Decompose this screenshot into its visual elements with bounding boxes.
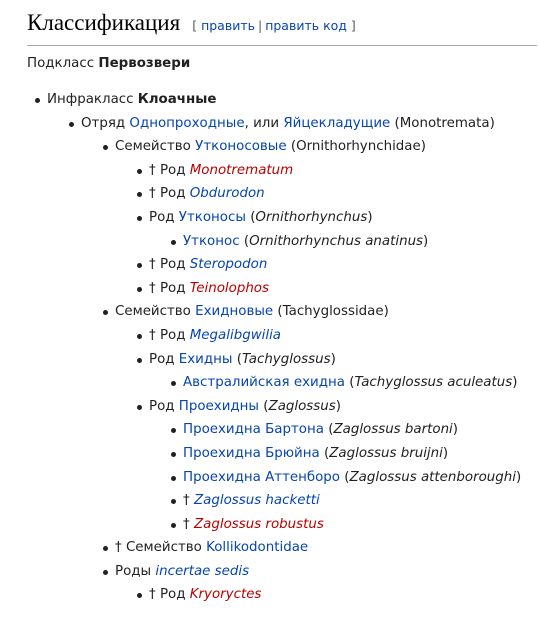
subclass-line: Подкласс Первозвери <box>27 56 191 71</box>
genus-item: † Род Teinolophos <box>137 277 537 301</box>
genus-item: Род Утконосы (Ornithorhynchus) Утконос (Ornithorhynchus anatinus) <box>137 206 537 253</box>
species-item: † Zaglossus hacketti <box>171 489 537 513</box>
family-item-platypuses: Семейство Утконосовые (Ornithorhynchidae) † Род Monotrematum † Род Obdurodon Род Утконосы (Ornithorhynchus) Утконос (Ornithorhynchus anatinus) † Род Steropodon † Род Teinolophos <box>103 135 537 300</box>
infraclass-item: Инфракласс Клоачные Отряд Однопроходные, или Яйцекладущие (Monotremata) Семейство Утконосовые (Ornithorhynchidae) † Род Monotrematum † Род Obdurodon Род Утконосы (Ornithorhynchus) Утконос (Ornithorhynchus anatinus) † Род Steropodon † Род Teinolophos Семейство Ехидновые (Tachyglossidae) † Род Megalibgwilia Род Ехидны (Tachyglossus) Австралийская ехидна (Tachyglossus aculeatus) Род Проехидны (Zaglossus) Проехидна Бартона (Zaglossus bartoni) Проехидна Брюйна (Zaglossus bruijni) Проехидна Аттенборо (Zaglossus attenboroughi) † Zaglossus hacketti † Zaglossus robustus † Семейство Kollikodontidae Роды incertae sedis † Род Kryoryctes <box>35 88 537 607</box>
genus-item: † Род Obdurodon <box>137 182 537 206</box>
incertae-sedis-link[interactable]: incertae sedis <box>155 563 250 579</box>
genus-link-steropodon[interactable]: Steropodon <box>189 257 268 273</box>
species-item: Утконос (Ornithorhynchus anatinus) <box>171 230 537 254</box>
family-link-ornithorhynchidae[interactable]: Утконосовые <box>195 139 287 155</box>
genus-link-obdurodon[interactable]: Obdurodon <box>189 186 265 202</box>
species-item: † Zaglossus robustus <box>171 513 537 537</box>
section-heading <box>27 8 537 46</box>
genus-link-teinolophos[interactable]: Teinolophos <box>189 280 269 296</box>
content <box>27 8 537 607</box>
genus-link-long-beaked-echidnas[interactable]: Проехидны <box>178 398 260 414</box>
family-link-kollikodontidae[interactable]: Kollikodontidae <box>206 540 309 556</box>
species-link-attenborough[interactable]: Проехидна Аттенборо <box>183 469 340 485</box>
species-item: Проехидна Брюйна (Zaglossus bruijni) <box>171 442 537 466</box>
subclass-name: Первозвери <box>98 56 191 71</box>
genus-link-megalibgwilia[interactable]: Megalibgwilia <box>189 327 282 343</box>
section-title: Классификация <box>27 10 181 35</box>
genus-link-echidnas[interactable]: Ехидны <box>178 351 233 367</box>
family-item-kollikodontidae: † Семейство Kollikodontidae <box>103 536 537 560</box>
genus-item: † Род Steropodon <box>137 253 537 277</box>
species-link-platypus[interactable]: Утконос <box>183 233 240 249</box>
order-link-monotremes[interactable]: Однопроходные <box>129 115 245 131</box>
genus-link-platypuses[interactable]: Утконосы <box>178 209 246 225</box>
species-item: Проехидна Аттенборо (Zaglossus attenboroughi) <box>171 466 537 490</box>
edit-link[interactable]: править <box>201 18 255 33</box>
species-item: Проехидна Бартона (Zaglossus bartoni) <box>171 418 537 442</box>
edit-code-link[interactable]: править код <box>265 18 347 33</box>
genus-item: † Род Megalibgwilia <box>137 324 537 348</box>
genus-item: Род Ехидны (Tachyglossus) Австралийская ехидна (Tachyglossus aculeatus) <box>137 348 537 395</box>
species-link-hacketti[interactable]: Zaglossus hacketti <box>193 493 320 509</box>
species-link-bruijn[interactable]: Проехидна Брюйна <box>183 445 320 461</box>
genus-link-monotrematum[interactable]: Monotrematum <box>189 162 294 178</box>
order-item: Отряд Однопроходные, или Яйцекладущие (Monotremata) Семейство Утконосовые (Ornithorhynchidae) † Род Monotrematum † Род Obdurodon Род Утконосы (Ornithorhynchus) Утконос (Ornithorhynchus anatinus) † Род Steropodon † Род Teinolophos Семейство Ехидновые (Tachyglossidae) † Род Megalibgwilia Род Ехидны (Tachyglossus) Австралийская ехидна (Tachyglossus aculeatus) Род Проехидны (Zaglossus) Проехидна Бартона (Zaglossus bartoni) Проехидна Брюйна (Zaglossus bruijni) Проехидна Аттенборо (Zaglossus attenboroughi) † Zaglossus hacketti † Zaglossus robustus † Семейство Kollikodontidae Роды incertae sedis † Род Kryoryctes <box>69 112 537 607</box>
incertae-sedis-item: Роды incertae sedis † Род Kryoryctes <box>103 560 537 607</box>
species-link-robustus[interactable]: Zaglossus robustus <box>193 516 324 532</box>
species-link-barton[interactable]: Проехидна Бартона <box>183 422 324 438</box>
taxonomy-tree <box>35 88 537 607</box>
family-link-tachyglossidae[interactable]: Ехидновые <box>195 304 274 320</box>
genus-item: † Род Kryoryctes <box>137 583 537 607</box>
edit-section: [ править | править код ] <box>192 18 356 33</box>
genus-item: Род Проехидны (Zaglossus) Проехидна Бартона (Zaglossus bartoni) Проехидна Брюйна (Zaglossus bruijni) Проехидна Аттенборо (Zaglossus attenboroughi) † Zaglossus hacketti † Zaglossus robustus <box>137 395 537 537</box>
order-link-egg-laying[interactable]: Яйцекладущие <box>283 115 391 131</box>
genus-item: † Род Monotrematum <box>137 159 537 183</box>
genus-link-kryoryctes[interactable]: Kryoryctes <box>189 587 262 603</box>
species-item: Австралийская ехидна (Tachyglossus aculeatus) <box>171 371 537 395</box>
family-item-echidnas: Семейство Ехидновые (Tachyglossidae) † Род Megalibgwilia Род Ехидны (Tachyglossus) Австралийская ехидна (Tachyglossus aculeatus) Род Проехидны (Zaglossus) Проехидна Бартона (Zaglossus bartoni) Проехидна Брюйна (Zaglossus bruijni) Проехидна Аттенборо (Zaglossus attenboroughi) † Zaglossus hacketti † Zaglossus robustus <box>103 300 537 536</box>
species-link-short-beaked-echidna[interactable]: Австралийская ехидна <box>183 375 345 391</box>
